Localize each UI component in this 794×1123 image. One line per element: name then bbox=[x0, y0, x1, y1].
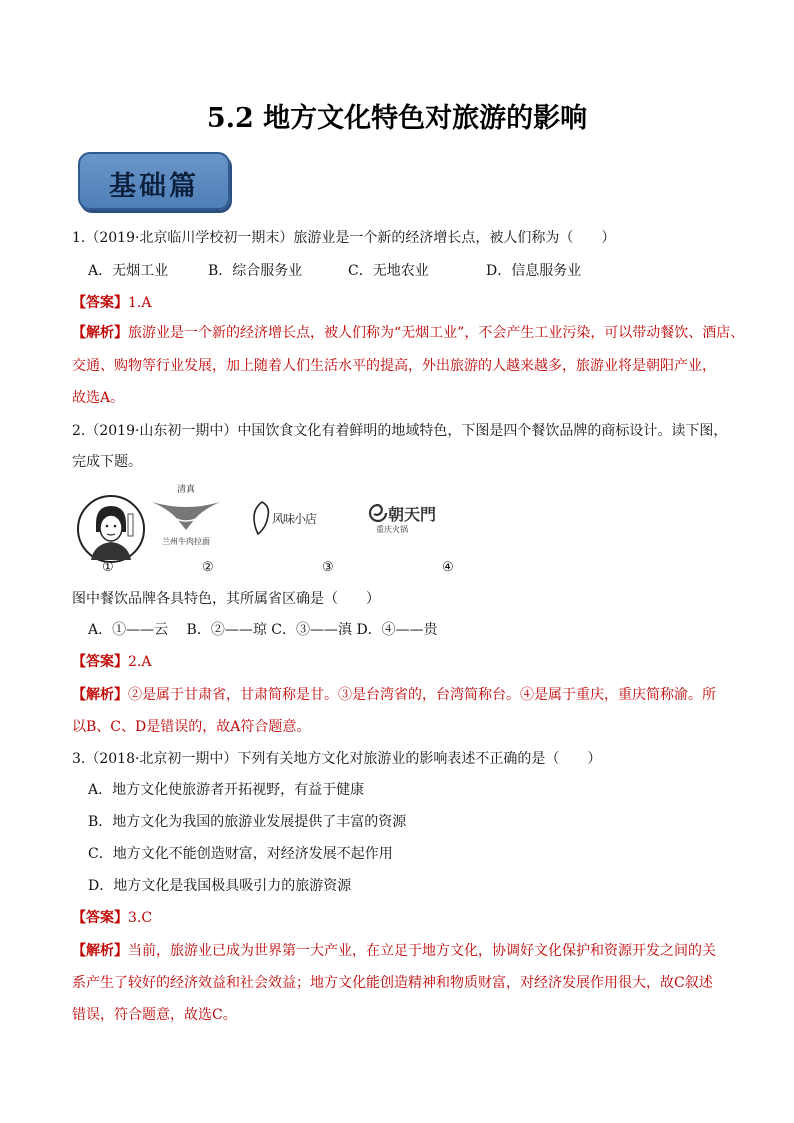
logo-lanzhou-noodle bbox=[146, 482, 226, 552]
logo2-top-text: 清真 bbox=[176, 485, 195, 495]
analysis-text: 当前，旅游业已成为世界第一大产业，在立足于地方文化，协调好文化保护和资源开发之间的关 bbox=[128, 943, 716, 959]
answer-value: 1.A bbox=[128, 295, 152, 311]
logo2-bottom-text: 兰州牛肉拉面 bbox=[162, 537, 210, 546]
q2-analysis-line-2: 以B、C、D是错误的，故A符合题意。 bbox=[72, 719, 311, 735]
q3-option-c: C．地方文化不能创造财富，对经济发展不起作用 bbox=[88, 846, 393, 862]
figure-label-1: ① bbox=[102, 560, 114, 575]
q3-analysis-line-2: 系产生了较好的经济效益和社会效益；地方文化能创造精神和物质财富，对经济发展作用很大，故C叙述 bbox=[72, 975, 713, 991]
q2-question: 图中餐饮品牌各具特色，其所属省区确是（ ） bbox=[72, 591, 380, 607]
answer-tag: 【答案】 bbox=[72, 295, 128, 311]
q2-options: A．①——云 B．②——琼 C．③——滇 D．④——贵 bbox=[88, 622, 438, 638]
q3-stem: 3.（2018·北京初一期中）下列有关地方文化对旅游业的影响表述不正确的是（ ） bbox=[72, 751, 602, 767]
logo-portrait-icon bbox=[76, 494, 146, 564]
answer-tag: 【答案】 bbox=[72, 910, 128, 926]
analysis-tag: 【解析】 bbox=[72, 325, 128, 341]
q1-answer bbox=[72, 293, 151, 313]
logo4-sub-text: 重庆火锅 bbox=[376, 525, 408, 534]
noodle-bowl-icon bbox=[148, 496, 224, 534]
q1-option-b: B．综合服务业 bbox=[208, 263, 303, 279]
q3-option-a: A．地方文化使旅游者开拓视野，有益于健康 bbox=[88, 782, 365, 798]
section-badge bbox=[78, 152, 230, 210]
q2-analysis-line-1 bbox=[72, 685, 716, 705]
answer-value: 3.C bbox=[128, 910, 153, 926]
q1-option-c: C．无地农业 bbox=[348, 263, 429, 279]
analysis-text: 旅游业是一个新的经济增长点，被人们称为“无烟工业”，不会产生工业污染，可以带动餐饮、酒店、 bbox=[128, 325, 745, 341]
logo-taiwan-flavor bbox=[248, 500, 338, 540]
q3-option-d: D．地方文化是我国极具吸引力的旅游资源 bbox=[88, 878, 352, 894]
taiwan-map-icon bbox=[248, 500, 274, 536]
q3-option-b: B．地方文化为我国的旅游业发展提供了丰富的资源 bbox=[88, 814, 407, 830]
analysis-tag: 【解析】 bbox=[72, 943, 128, 959]
q1-analysis-line-2: 交通、购物等行业发展，加上随着人们生活水平的提高，外出旅游的人越来越多，旅游业将是朝阳产业， bbox=[72, 358, 716, 374]
q1-analysis-line-3: 故选A。 bbox=[72, 390, 125, 406]
analysis-text: ②是属于甘肃省，甘肃简称是甘。③是台湾省的，台湾简称台。④是属于重庆，重庆简称渝。所 bbox=[128, 687, 716, 703]
logo-chaotianmen bbox=[368, 502, 468, 542]
q3-answer bbox=[72, 908, 152, 928]
figure-label-3: ③ bbox=[322, 560, 334, 575]
q2-stem-line-2: 完成下题。 bbox=[72, 454, 142, 470]
page-title: 5.2 地方文化特色对旅游的影响 bbox=[206, 103, 588, 134]
figure-label-4: ④ bbox=[442, 560, 454, 575]
answer-value: 2.A bbox=[128, 654, 152, 670]
figure-label-2: ② bbox=[202, 560, 214, 575]
section-badge-label: 基础篇 bbox=[109, 171, 199, 202]
q3-analysis-line-1 bbox=[72, 941, 716, 961]
q2-answer bbox=[72, 652, 151, 672]
logo4-text: 朝天門 bbox=[388, 505, 437, 524]
q1-stem: 1.（2019·北京临川学校初一期末）旅游业是一个新的经济增长点，被人们称为（ ） bbox=[72, 230, 616, 246]
answer-tag: 【答案】 bbox=[72, 654, 128, 670]
q1-option-d: D．信息服务业 bbox=[486, 263, 582, 279]
q2-stem-line-1: 2.（2019·山东初一期中）中国饮食文化有着鲜明的地域特色，下图是四个餐饮品牌的商标设计。读下图， bbox=[72, 423, 728, 439]
q1-option-a: A．无烟工业 bbox=[88, 263, 169, 279]
logo3-text: 风味小店 bbox=[272, 512, 317, 526]
q3-analysis-line-3: 错误，符合题意，故选C。 bbox=[72, 1007, 237, 1023]
swirl-icon bbox=[368, 504, 388, 522]
q1-analysis-line-1 bbox=[72, 323, 744, 343]
brand-logos-figure bbox=[72, 485, 492, 574]
analysis-tag: 【解析】 bbox=[72, 687, 128, 703]
